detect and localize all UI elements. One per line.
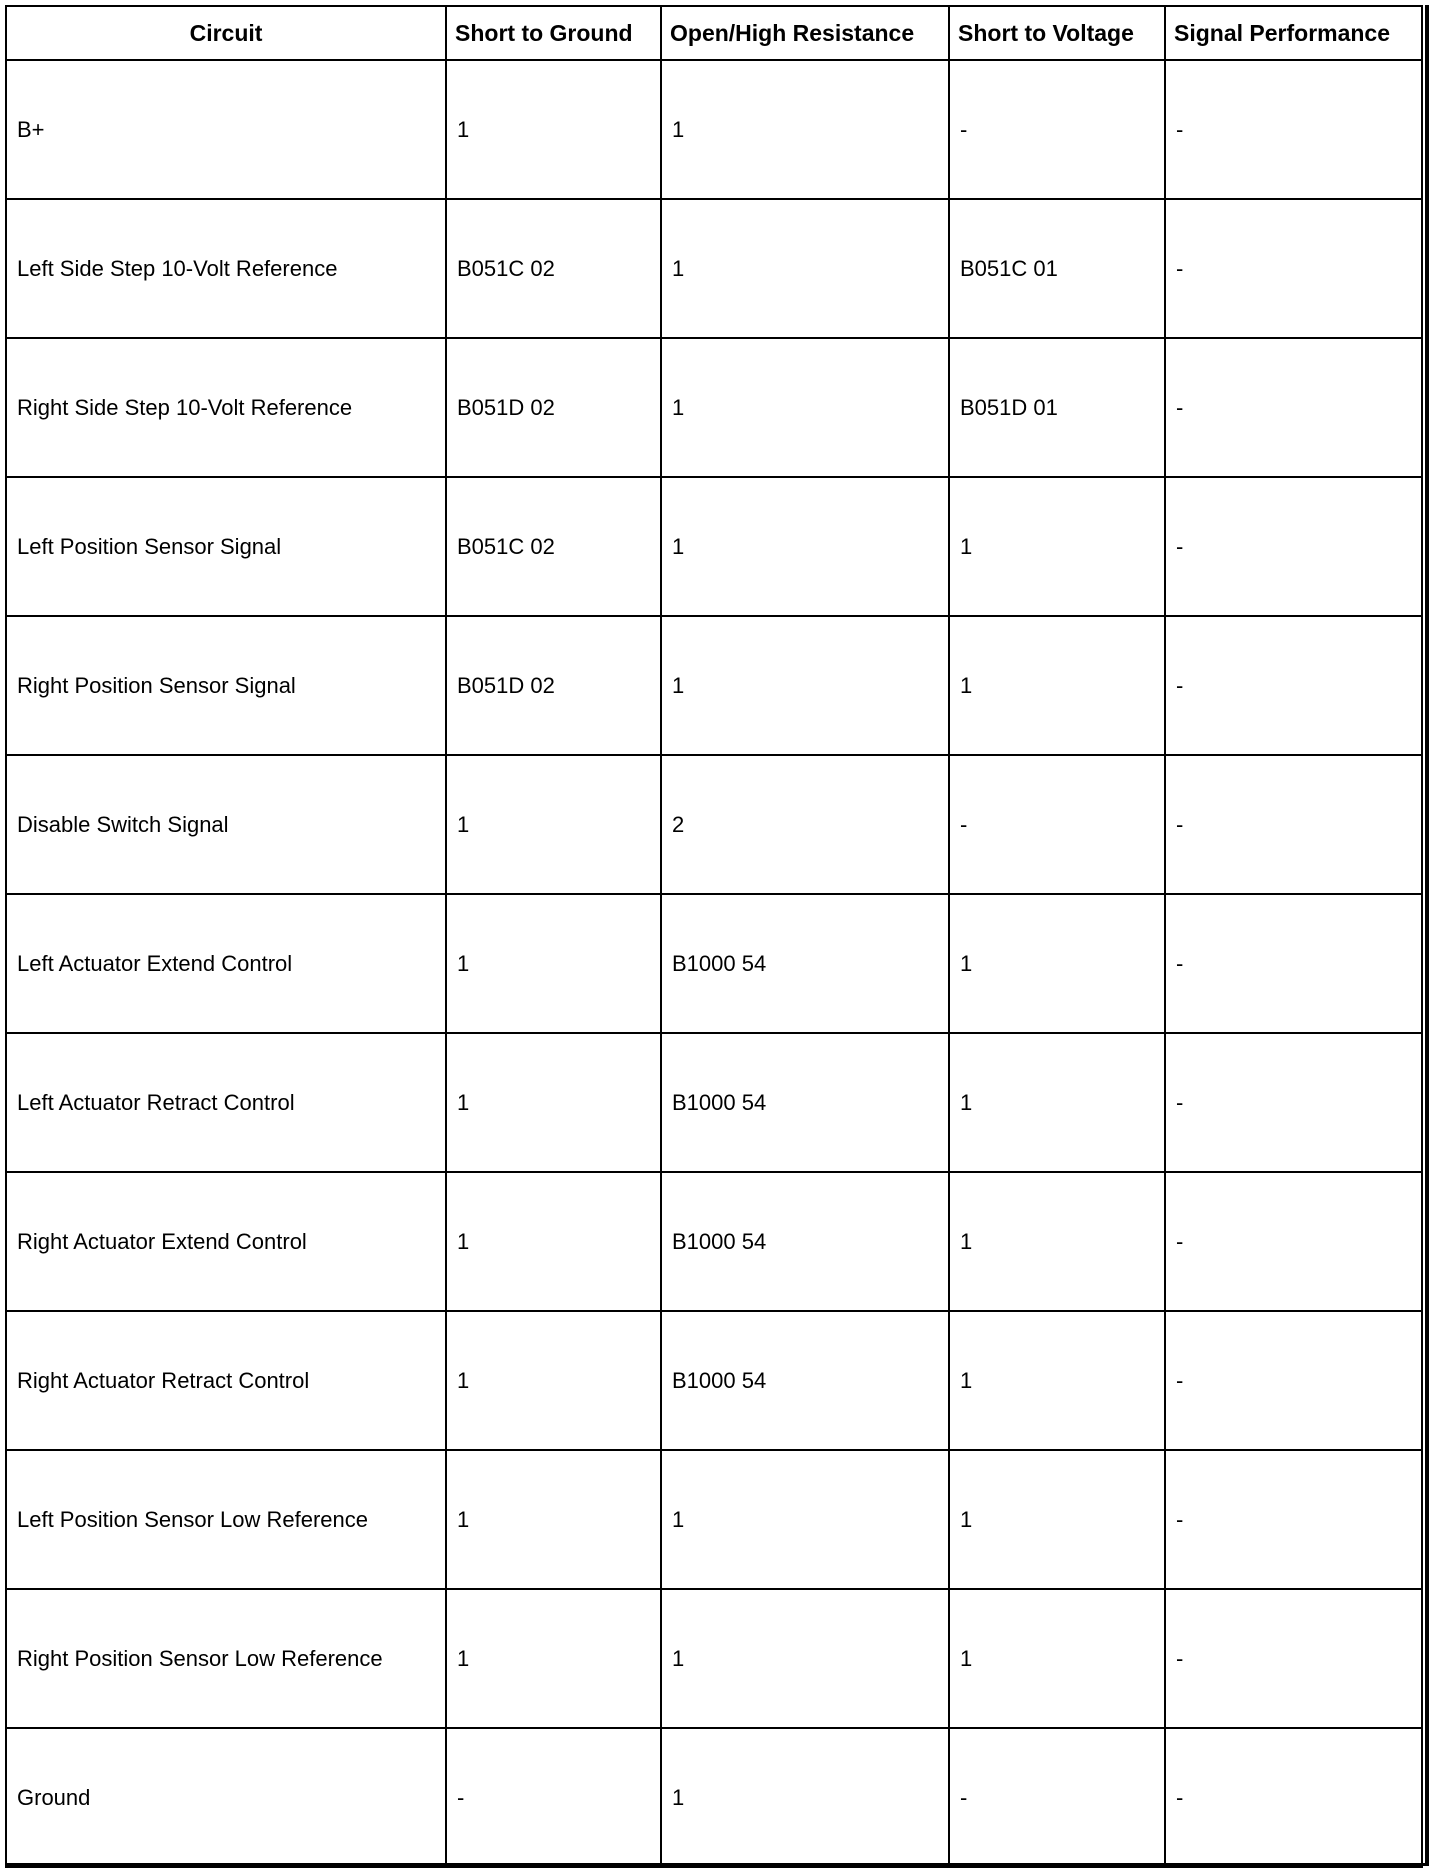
cell-circuit: B+ — [6, 60, 446, 199]
cell-short-to-voltage: 1 — [949, 1589, 1165, 1728]
cell-short-to-ground: B051C 02 — [446, 477, 661, 616]
cell-short-to-ground: 1 — [446, 60, 661, 199]
cell-open-high-resistance: B1000 54 — [661, 1311, 949, 1450]
cell-short-to-voltage: - — [949, 1728, 1165, 1867]
cell-open-high-resistance: 1 — [661, 616, 949, 755]
header-signal-performance: Signal Performance — [1165, 6, 1422, 60]
cell-short-to-voltage: 1 — [949, 1172, 1165, 1311]
cell-open-high-resistance: 1 — [661, 1589, 949, 1728]
table-row — [6, 338, 1422, 477]
cell-signal-performance: - — [1165, 1450, 1422, 1589]
header-short-to-ground: Short to Ground — [446, 6, 661, 60]
cell-short-to-voltage: 1 — [949, 1311, 1165, 1450]
header-circuit: Circuit — [6, 6, 446, 60]
cell-short-to-ground: 1 — [446, 1589, 661, 1728]
cell-open-high-resistance: 1 — [661, 1728, 949, 1867]
table-row — [6, 1172, 1422, 1311]
cell-signal-performance: - — [1165, 755, 1422, 894]
cell-circuit: Right Actuator Extend Control — [6, 1172, 446, 1311]
cell-circuit: Left Position Sensor Signal — [6, 477, 446, 616]
cell-circuit: Right Side Step 10-Volt Reference — [6, 338, 446, 477]
cell-circuit: Ground — [6, 1728, 446, 1867]
header-short-to-voltage: Short to Voltage — [949, 6, 1165, 60]
cell-open-high-resistance: B1000 54 — [661, 1172, 949, 1311]
cell-circuit: Right Position Sensor Low Reference — [6, 1589, 446, 1728]
cell-circuit: Left Position Sensor Low Reference — [6, 1450, 446, 1589]
table-header — [6, 6, 1422, 60]
cell-short-to-voltage: 1 — [949, 1033, 1165, 1172]
cell-signal-performance: - — [1165, 1589, 1422, 1728]
cell-circuit: Disable Switch Signal — [6, 755, 446, 894]
table-row — [6, 1033, 1422, 1172]
cell-signal-performance: - — [1165, 60, 1422, 199]
cell-signal-performance: - — [1165, 1172, 1422, 1311]
cell-signal-performance: - — [1165, 1033, 1422, 1172]
cell-short-to-ground: - — [446, 1728, 661, 1867]
cell-circuit: Left Side Step 10-Volt Reference — [6, 199, 446, 338]
cell-short-to-voltage: 1 — [949, 1450, 1165, 1589]
cell-signal-performance: - — [1165, 477, 1422, 616]
cell-short-to-voltage: - — [949, 755, 1165, 894]
cell-signal-performance: - — [1165, 894, 1422, 1033]
table-row — [6, 1589, 1422, 1728]
cell-open-high-resistance: 1 — [661, 338, 949, 477]
cell-signal-performance: - — [1165, 1728, 1422, 1867]
cell-short-to-ground: 1 — [446, 894, 661, 1033]
table-body — [6, 60, 1422, 1867]
cell-open-high-resistance: 1 — [661, 60, 949, 199]
cell-short-to-ground: 1 — [446, 1450, 661, 1589]
cell-open-high-resistance: B1000 54 — [661, 1033, 949, 1172]
header-row — [6, 6, 1422, 60]
cell-circuit: Right Position Sensor Signal — [6, 616, 446, 755]
cell-short-to-voltage: 1 — [949, 616, 1165, 755]
cell-signal-performance: - — [1165, 616, 1422, 755]
cell-circuit: Right Actuator Retract Control — [6, 1311, 446, 1450]
table-row — [6, 616, 1422, 755]
table-row — [6, 1311, 1422, 1450]
cell-signal-performance: - — [1165, 1311, 1422, 1450]
cell-short-to-voltage: B051C 01 — [949, 199, 1165, 338]
cell-short-to-ground: 1 — [446, 1311, 661, 1450]
table-row — [6, 60, 1422, 199]
header-open-high-resistance: Open/High Resistance — [661, 6, 949, 60]
table-row — [6, 894, 1422, 1033]
cell-short-to-ground: B051D 02 — [446, 616, 661, 755]
table-row — [6, 1450, 1422, 1589]
circuit-dtc-table — [5, 5, 1423, 1868]
cell-open-high-resistance: 2 — [661, 755, 949, 894]
table-row — [6, 1728, 1422, 1867]
cell-signal-performance: - — [1165, 199, 1422, 338]
cell-open-high-resistance: B1000 54 — [661, 894, 949, 1033]
cell-short-to-voltage: - — [949, 60, 1165, 199]
cell-short-to-ground: 1 — [446, 1172, 661, 1311]
cell-short-to-voltage: 1 — [949, 894, 1165, 1033]
cell-short-to-ground: B051D 02 — [446, 338, 661, 477]
cell-circuit: Left Actuator Extend Control — [6, 894, 446, 1033]
cell-open-high-resistance: 1 — [661, 199, 949, 338]
cell-open-high-resistance: 1 — [661, 477, 949, 616]
table-row — [6, 199, 1422, 338]
cell-circuit: Left Actuator Retract Control — [6, 1033, 446, 1172]
cell-signal-performance: - — [1165, 338, 1422, 477]
cell-short-to-ground: 1 — [446, 755, 661, 894]
table-row — [6, 477, 1422, 616]
cell-short-to-voltage: 1 — [949, 477, 1165, 616]
cell-short-to-ground: 1 — [446, 1033, 661, 1172]
cell-short-to-ground: B051C 02 — [446, 199, 661, 338]
cell-short-to-voltage: B051D 01 — [949, 338, 1165, 477]
cell-open-high-resistance: 1 — [661, 1450, 949, 1589]
table-row — [6, 755, 1422, 894]
